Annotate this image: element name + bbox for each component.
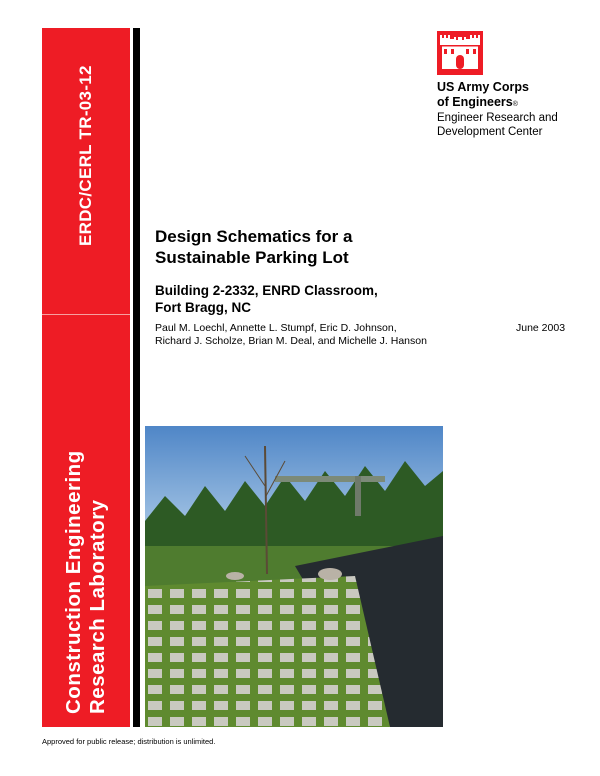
org-subunit-line1: Engineer Research and — [437, 112, 558, 124]
registered-mark: ® — [512, 101, 518, 108]
authors-line2: Richard J. Scholze, Brian M. Deal, and Michelle J. Hanson — [155, 335, 427, 347]
org-subunit-line2: Development Center — [437, 126, 543, 138]
lab-name-line1: Construction Engineering — [62, 450, 85, 714]
report-number: ERDC/CERL TR-03-12 — [76, 65, 95, 246]
org-name-line1: US Army Corps — [437, 80, 529, 94]
cover-photo — [145, 426, 443, 727]
authors-line1: Paul M. Loechl, Annette L. Stumpf, Eric D. Johnson, — [155, 322, 397, 334]
sidebar-divider — [42, 314, 130, 315]
org-name-line2 — [437, 95, 518, 112]
report-title-line1: Design Schematics for a — [155, 227, 353, 246]
castle-logo-icon — [437, 31, 483, 75]
black-accent-bar — [133, 28, 140, 727]
org-name-line2-text: of Engineers — [437, 95, 513, 109]
publication-date: June 2003 — [516, 322, 566, 334]
release-statement: Approved for public release; distribution is unlimited. — [42, 737, 216, 746]
lab-name-line2: Research Laboratory — [86, 499, 109, 714]
report-title-line2: Sustainable Parking Lot — [155, 248, 349, 267]
report-subtitle-line2: Fort Bragg, NC — [155, 300, 251, 315]
report-subtitle-line1: Building 2-2332, ENRD Classroom, — [155, 283, 378, 298]
